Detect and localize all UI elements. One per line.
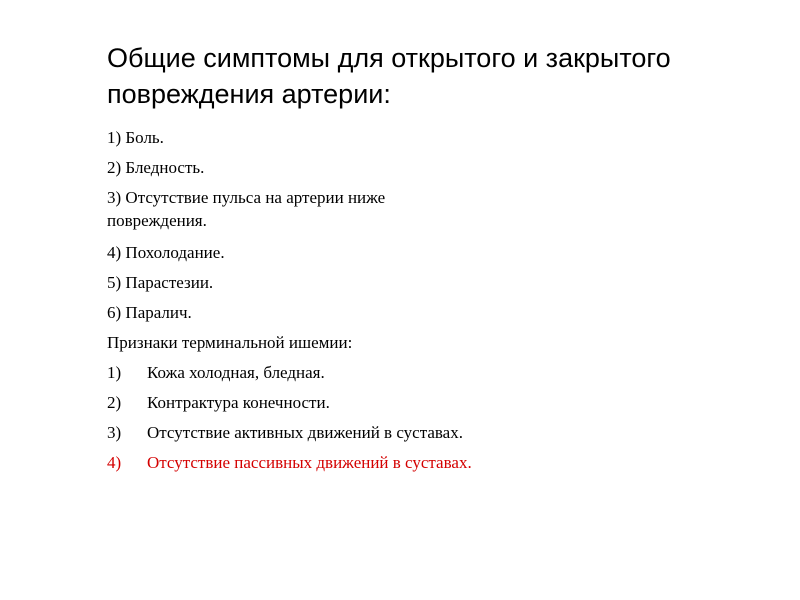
symptom-item: 2) Бледность. bbox=[107, 158, 205, 177]
symptom-item: 1) Боль. bbox=[107, 128, 164, 147]
slide-title bbox=[107, 40, 747, 112]
list-number: 4) bbox=[107, 453, 122, 472]
ischemia-sign-item bbox=[107, 391, 487, 414]
list-text: Отсутствие пассивных движений в суставах. bbox=[147, 453, 472, 472]
symptom-item: 3) Отсутствие пульса на артерии ниже повреждения. bbox=[107, 188, 386, 230]
symptom-item: 4) Похолодание. bbox=[107, 243, 225, 262]
symptom-item: 6) Паралич. bbox=[107, 303, 192, 322]
list-number: 3) bbox=[107, 423, 122, 442]
list-text: Контрактура конечности. bbox=[147, 393, 330, 412]
list-number: 1) bbox=[107, 363, 122, 382]
slide-body bbox=[107, 126, 487, 481]
slide-title-line-2: повреждения артерии: bbox=[107, 79, 391, 109]
ischemia-sign-item-highlighted bbox=[107, 451, 487, 474]
list-text: Отсутствие активных движений в суставах. bbox=[147, 423, 463, 442]
ischemia-signs-list bbox=[107, 361, 487, 474]
list-number: 2) bbox=[107, 393, 122, 412]
ischemia-sign-item bbox=[107, 361, 487, 384]
symptom-item: 5) Парастезии. bbox=[107, 273, 214, 292]
ischemia-heading: Признаки терминальной ишемии: bbox=[107, 333, 353, 352]
list-text: Кожа холодная, бледная. bbox=[147, 363, 325, 382]
slide-title-line-1: Общие симптомы для открытого и закрытого bbox=[107, 43, 671, 73]
ischemia-sign-item bbox=[107, 421, 487, 444]
